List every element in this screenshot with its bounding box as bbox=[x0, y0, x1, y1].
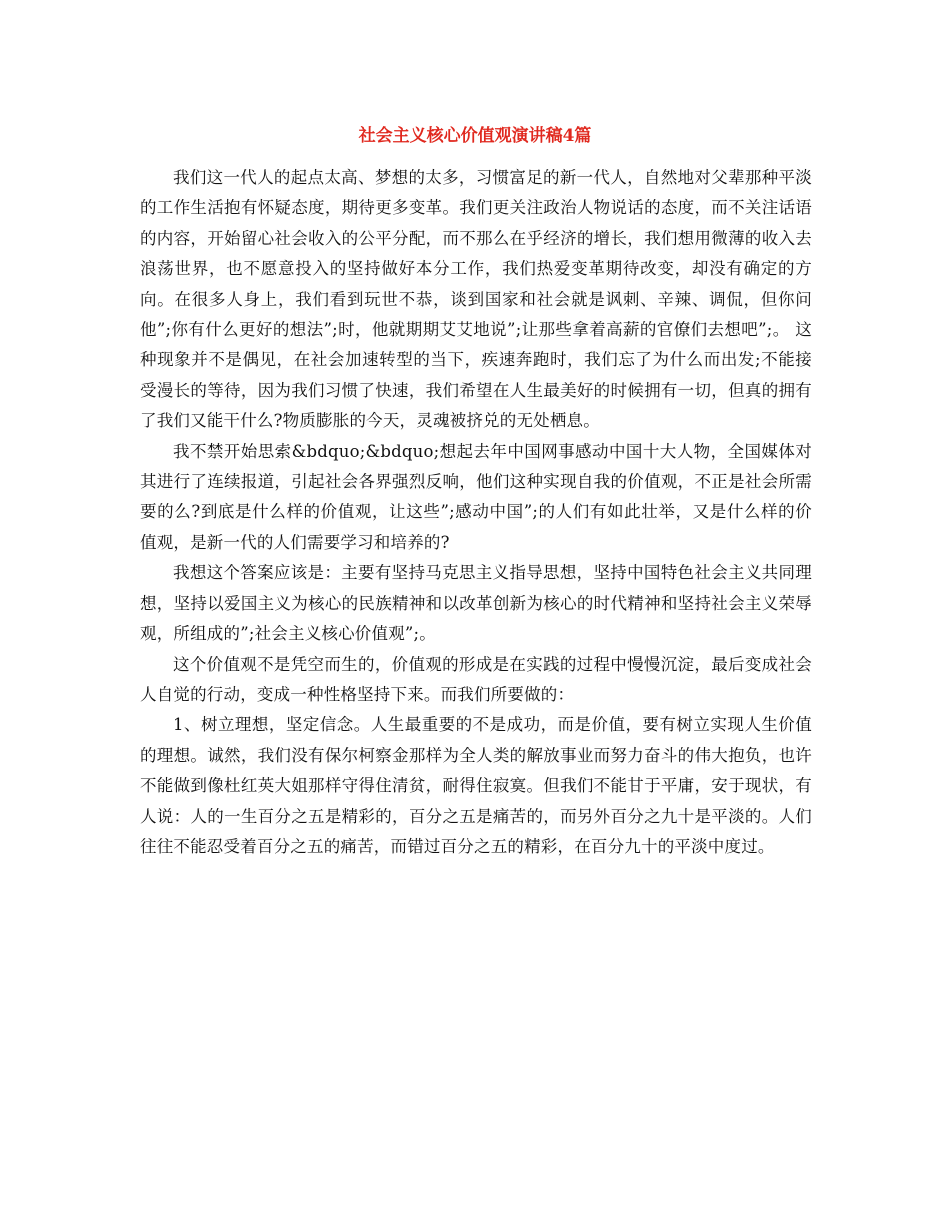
document-body bbox=[140, 163, 812, 862]
body-paragraph-2: 我不禁开始思索&bdquo;&bdquo;想起去年中国网事感动中国十大人物，全国媒体对其进行了连续报道，引起社会各界强烈反响，他们这种实现自我的价值观，不正是社会所需要的么?到底是什么样的价值观，让这些”;感动中国”;的人们有如此壮举，又是什么样的价值观，是新一代的人们需要学习和培养的? bbox=[140, 441, 812, 552]
document-title: 社会主义核心价值观演讲稿4篇 bbox=[358, 126, 592, 146]
body-paragraph-3: 我想这个答案应该是：主要有坚持马克思主义指导思想，坚持中国特色社会主义共同理想，坚持以爱国主义为核心的民族精神和以改革创新为核心的时代精神和坚持社会主义荣辱观，所组成的”;社会主义核心价值观”;。 bbox=[140, 563, 812, 644]
body-paragraph-4: 这个价值观不是凭空而生的，价值观的形成是在实践的过程中慢慢沉淀，最后变成社会人自觉的行动，变成一种性格坚持下来。而我们所要做的： bbox=[140, 654, 812, 704]
body-paragraph-1: 我们这一代人的起点太高、梦想的太多，习惯富足的新一代人，自然地对父辈那种平淡的工作生活抱有怀疑态度，期待更多变革。我们更关注政治人物说话的态度，而不关注话语的内容，开始留心社会收入的公平分配，而不那么在乎经济的增长，我们想用微薄的收入去浪荡世界，也不愿意投入的坚持做好本分工作，我们热爱变革期待改变，却没有确定的方向。在很多人身上，我们看到玩世不恭，谈到国家和社会就是讽刺、辛辣、调侃，但你问他”;你有什么更好的想法”;时，他就期期艾艾地说”;让那些拿着高薪的官僚们去想吧”;。 这种现象并不是偶见，在社会加速转型的当下，疾速奔跑时，我们忘了为什么而出发;不能接受漫长的等待，因为我们习惯了快速，我们希望在人生最美好的时候拥有一切，但真的拥有了我们又能干什么?物质膨胀的今天，灵魂被挤兑的无处栖息。 bbox=[140, 168, 812, 431]
body-paragraph-5: 1、树立理想，坚定信念。人生最重要的不是成功，而是价值，要有树立实现人生价值的理想。诚然，我们没有保尔柯察金那样为全人类的解放事业而努力奋斗的伟大抱负，也许不能做到像杜红英大姐那样守得住清贫，耐得住寂寞。但我们不能甘于平庸，安于现状，有人说：人的一生百分之五是精彩的，百分之五是痛苦的，而另外百分之九十是平淡的。人们往往不能忍受着百分之五的痛苦，而错过百分之五的精彩，在百分九十的平淡中度过。 bbox=[140, 715, 812, 856]
